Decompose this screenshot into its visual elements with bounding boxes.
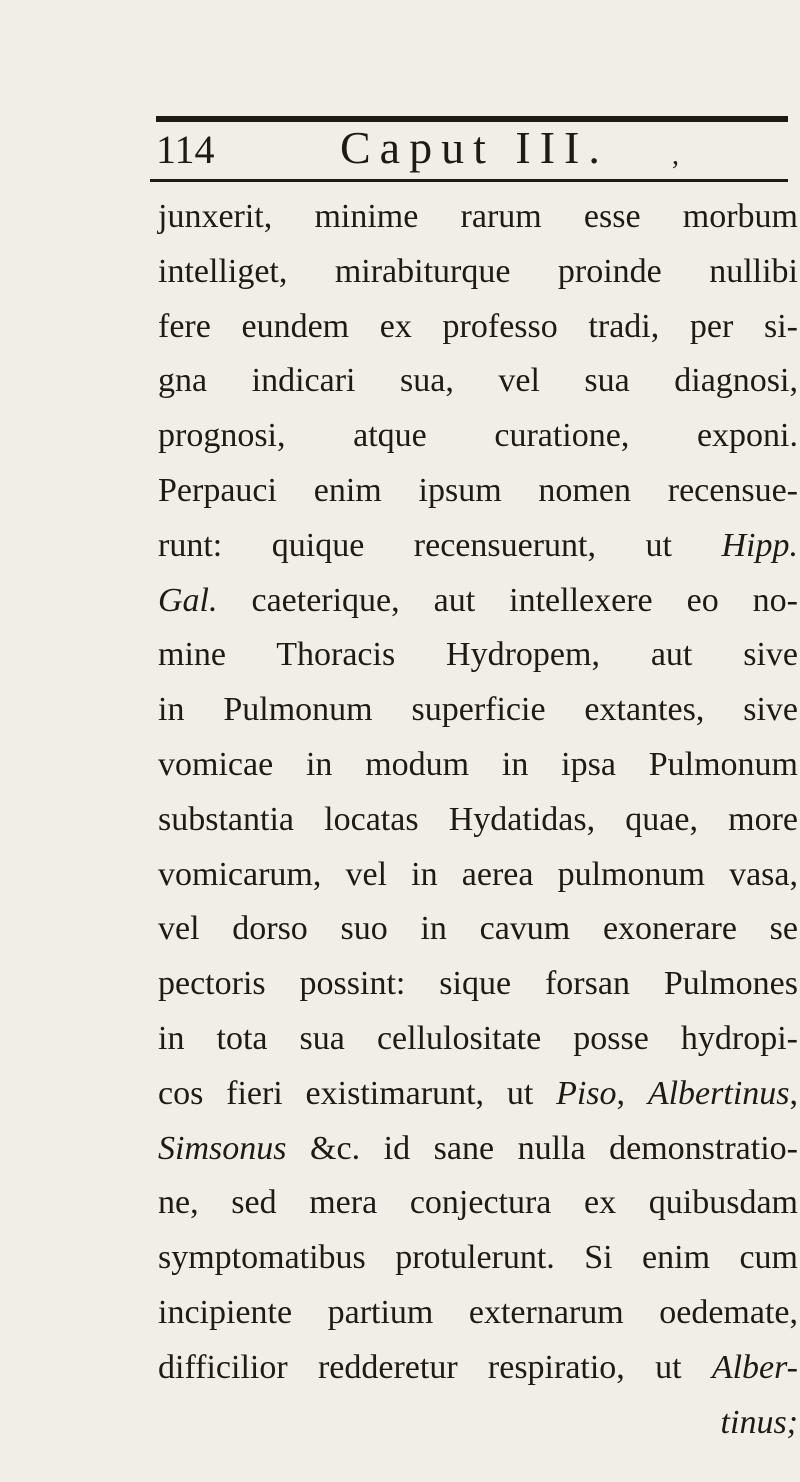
text-line-17: cos fieri existimarunt, ut Piso, Albertinus, xyxy=(158,1074,799,1112)
text-line-5: prognosi, atque curatione, exponi. xyxy=(158,417,798,455)
author-gal: Gal. xyxy=(158,581,218,619)
text-line-4: gna indicari sua, vel sua diagnosi, xyxy=(158,362,798,400)
text-line-2: intelliget, mirabiturque proinde nullibi xyxy=(158,252,798,290)
text-line-20: symptomatibus protulerunt. Si enim cum xyxy=(158,1239,798,1277)
text-line-3: fere eundem ex professo tradi, per si- xyxy=(158,307,798,345)
author-piso: Piso xyxy=(556,1074,617,1112)
text-line-19: ne, sed mera conjectura ex quibusdam xyxy=(158,1184,798,1222)
catchword: tinus; xyxy=(720,1403,798,1441)
text-line-9: mine Thoracis Hydropem, aut sive xyxy=(158,636,798,674)
text-line-21: incipiente partium externarum oedemate, xyxy=(158,1293,798,1331)
text-line-1: junxerit, minime rarum esse morbum xyxy=(158,198,798,235)
author-simsonus: Simsonus xyxy=(158,1129,287,1167)
running-head: Caput III. xyxy=(340,122,609,173)
text-line-13: vomicarum, vel in aerea pulmonum vasa, xyxy=(158,855,798,893)
header-rule xyxy=(150,179,788,182)
text-line-11: vomicae in modum in ipsa Pulmonum xyxy=(158,745,798,783)
text-line-10: in Pulmonum superficie extantes, sive xyxy=(158,691,798,729)
text-line-15: pectoris possint: sique forsan Pulmones xyxy=(158,965,798,1003)
author-hipp: Hipp. xyxy=(721,526,798,564)
text-line-8: Gal. caeterique, aut intellexere eo no- xyxy=(158,581,798,619)
text-line-14: vel dorso suo in cavum exonerare se xyxy=(158,910,798,948)
author-albertinus: Albertinus xyxy=(647,1074,790,1112)
page-header xyxy=(156,122,788,178)
text-line-18: Simsonus &c. id sane nulla demonstratio- xyxy=(158,1129,798,1167)
text-line-22: difficilior redderetur respiratio, ut Alber- xyxy=(158,1348,798,1386)
body-text xyxy=(158,190,798,1450)
text-line-6: Perpauci enim ipsum nomen recensue- xyxy=(158,471,798,509)
author-albertinus-split: Alber- xyxy=(711,1348,798,1386)
text-line-12: substantia locatas Hydatidas, quae, more xyxy=(158,800,798,838)
header-mark: , xyxy=(672,140,679,171)
text-line-16: in tota sua cellulositate posse hydropi- xyxy=(158,1019,798,1057)
page-number: 114 xyxy=(156,127,215,172)
text-line-7: runt: quique recensuerunt, ut Hipp. xyxy=(158,526,798,564)
